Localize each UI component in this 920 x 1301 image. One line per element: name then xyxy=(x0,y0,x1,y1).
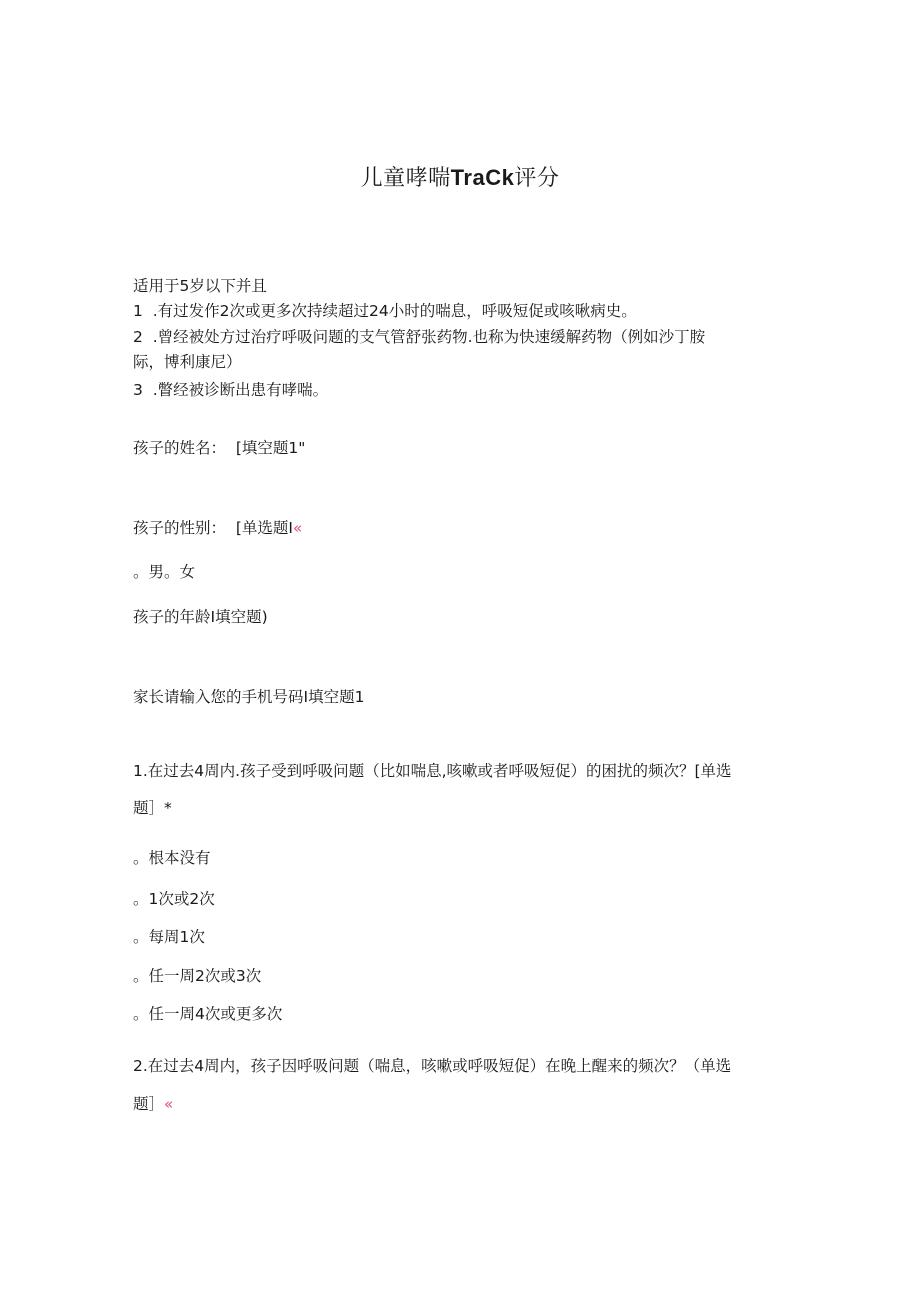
field-child-age: 孩子的年龄I填空题) xyxy=(133,608,268,626)
q1-option-5: 。任一周4次或更多次 xyxy=(133,1005,283,1023)
intro-heading: 适用于5岁以下并且 xyxy=(133,277,267,295)
gender-options: 。男。女 xyxy=(133,563,196,581)
q1-option-1: 。根本没有 xyxy=(133,849,211,867)
question-1-line-1: 1.在过去4周内.孩子受到呼吸问题（比如喘息,咳嗽或者呼吸短促）的困扰的频次？[单选 xyxy=(133,762,732,780)
intro-item-3: 3 .瞥经被诊断出患有哮喘。 xyxy=(133,381,329,399)
q1-option-4: 。任一周2次或3次 xyxy=(133,967,262,985)
intro-item-2-continuation: 际，博利康尼） xyxy=(133,353,242,371)
gender-label: 孩子的性别： [单选题I xyxy=(133,519,293,537)
question-2-line-2 xyxy=(133,1093,173,1115)
title-part-1: 儿童哮喘 xyxy=(360,166,451,191)
q1-option-3: 。每周1次 xyxy=(133,928,205,946)
q1-option-2: 。1次或2次 xyxy=(133,890,215,908)
intro-item-1: 1 .有过发作2次或更多次持续超过24小时的喘息，呼吸短促或咳啾病史。 xyxy=(133,302,637,320)
field-parent-phone: 家长请输入您的手机号码I填空题1 xyxy=(133,688,365,706)
document-title xyxy=(0,162,920,195)
field-child-name: 孩子的姓名： [填空题1" xyxy=(133,439,306,457)
q2-label-end: 题］ xyxy=(133,1095,165,1113)
question-1-line-2: 题］* xyxy=(133,799,172,817)
required-mark: « xyxy=(292,519,303,537)
field-child-gender xyxy=(133,517,302,539)
title-part-2: 评分 xyxy=(514,166,560,191)
title-part-latin: TraCk xyxy=(450,165,515,190)
required-mark: « xyxy=(164,1095,174,1113)
intro-item-2: 2 .曾经被处方过治疗呼吸问题的支气管舒张药物.也称为快速缓解药物（例如沙丁胺 xyxy=(133,328,706,346)
question-2-line-1: 2.在过去4周内，孩子因呼吸问题（喘息，咳嗽或呼吸短促）在晚上醒来的频次？（单选 xyxy=(133,1057,732,1075)
